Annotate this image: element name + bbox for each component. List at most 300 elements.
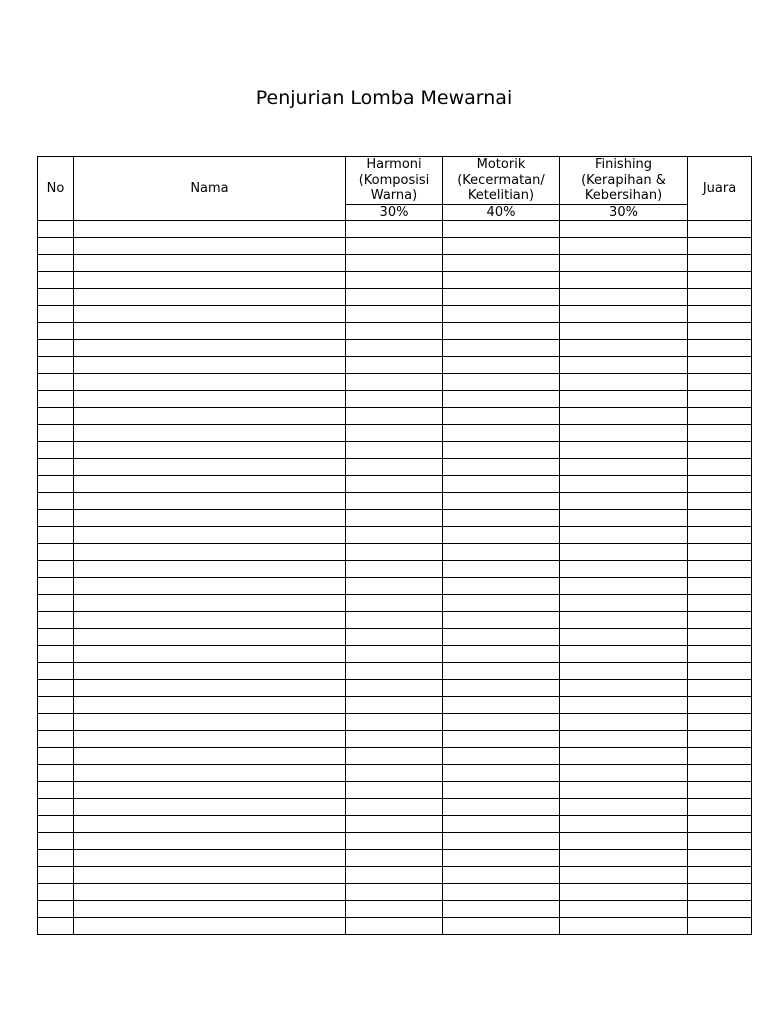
cell-harmoni — [346, 747, 443, 764]
cell-nama — [74, 271, 346, 288]
cell-harmoni — [346, 781, 443, 798]
table-row — [38, 696, 752, 713]
cell-motorik — [443, 730, 560, 747]
header-harmoni-line1: Harmoni — [366, 157, 422, 172]
cell-harmoni — [346, 288, 443, 305]
cell-finishing — [560, 679, 688, 696]
cell-harmoni — [346, 492, 443, 509]
cell-finishing — [560, 815, 688, 832]
cell-nama — [74, 322, 346, 339]
cell-motorik — [443, 849, 560, 866]
cell-juara — [688, 509, 752, 526]
cell-no — [38, 322, 74, 339]
header-juara: Juara — [688, 157, 752, 221]
cell-harmoni — [346, 560, 443, 577]
cell-motorik — [443, 764, 560, 781]
cell-motorik — [443, 560, 560, 577]
table-row — [38, 798, 752, 815]
cell-motorik — [443, 237, 560, 254]
cell-harmoni — [346, 679, 443, 696]
cell-finishing — [560, 220, 688, 237]
table-row — [38, 560, 752, 577]
cell-finishing — [560, 390, 688, 407]
cell-motorik — [443, 883, 560, 900]
cell-juara — [688, 288, 752, 305]
cell-finishing — [560, 458, 688, 475]
cell-juara — [688, 305, 752, 322]
cell-nama — [74, 458, 346, 475]
cell-harmoni — [346, 373, 443, 390]
table-row — [38, 526, 752, 543]
cell-harmoni — [346, 611, 443, 628]
cell-juara — [688, 849, 752, 866]
cell-juara — [688, 696, 752, 713]
cell-nama — [74, 509, 346, 526]
cell-juara — [688, 883, 752, 900]
cell-juara — [688, 560, 752, 577]
cell-motorik — [443, 628, 560, 645]
cell-motorik — [443, 475, 560, 492]
cell-motorik — [443, 373, 560, 390]
cell-motorik — [443, 254, 560, 271]
cell-nama — [74, 526, 346, 543]
cell-no — [38, 288, 74, 305]
cell-harmoni — [346, 866, 443, 883]
cell-finishing — [560, 322, 688, 339]
table-row — [38, 900, 752, 917]
cell-harmoni — [346, 339, 443, 356]
cell-motorik — [443, 390, 560, 407]
cell-harmoni — [346, 645, 443, 662]
cell-juara — [688, 441, 752, 458]
cell-juara — [688, 730, 752, 747]
header-finishing-line2: (Kerapihan & — [581, 172, 666, 188]
cell-juara — [688, 322, 752, 339]
cell-motorik — [443, 543, 560, 560]
cell-nama — [74, 747, 346, 764]
cell-juara — [688, 679, 752, 696]
cell-motorik — [443, 407, 560, 424]
cell-no — [38, 798, 74, 815]
cell-nama — [74, 237, 346, 254]
table-row — [38, 305, 752, 322]
cell-no — [38, 475, 74, 492]
cell-finishing — [560, 254, 688, 271]
table-row — [38, 492, 752, 509]
cell-finishing — [560, 849, 688, 866]
table-row — [38, 254, 752, 271]
cell-no — [38, 220, 74, 237]
cell-no — [38, 713, 74, 730]
cell-nama — [74, 390, 346, 407]
cell-nama — [74, 713, 346, 730]
cell-no — [38, 628, 74, 645]
cell-nama — [74, 424, 346, 441]
cell-nama — [74, 577, 346, 594]
table-row — [38, 458, 752, 475]
cell-no — [38, 730, 74, 747]
cell-juara — [688, 917, 752, 934]
cell-no — [38, 747, 74, 764]
cell-finishing — [560, 543, 688, 560]
cell-no — [38, 832, 74, 849]
cell-motorik — [443, 492, 560, 509]
cell-juara — [688, 594, 752, 611]
cell-no — [38, 543, 74, 560]
table-row — [38, 628, 752, 645]
cell-harmoni — [346, 713, 443, 730]
cell-harmoni — [346, 441, 443, 458]
cell-nama — [74, 832, 346, 849]
cell-motorik — [443, 509, 560, 526]
cell-motorik — [443, 594, 560, 611]
cell-juara — [688, 475, 752, 492]
cell-juara — [688, 424, 752, 441]
weight-finishing: 30% — [560, 204, 688, 220]
cell-no — [38, 577, 74, 594]
cell-nama — [74, 407, 346, 424]
cell-nama — [74, 305, 346, 322]
cell-nama — [74, 373, 346, 390]
cell-nama — [74, 356, 346, 373]
cell-motorik — [443, 781, 560, 798]
cell-juara — [688, 458, 752, 475]
cell-no — [38, 526, 74, 543]
cell-finishing — [560, 441, 688, 458]
cell-harmoni — [346, 832, 443, 849]
table-row — [38, 730, 752, 747]
cell-nama — [74, 475, 346, 492]
cell-harmoni — [346, 220, 443, 237]
cell-motorik — [443, 815, 560, 832]
cell-harmoni — [346, 917, 443, 934]
cell-nama — [74, 696, 346, 713]
cell-harmoni — [346, 577, 443, 594]
cell-finishing — [560, 407, 688, 424]
cell-motorik — [443, 900, 560, 917]
cell-no — [38, 815, 74, 832]
cell-nama — [74, 866, 346, 883]
cell-no — [38, 373, 74, 390]
cell-nama — [74, 645, 346, 662]
cell-no — [38, 900, 74, 917]
cell-juara — [688, 900, 752, 917]
cell-finishing — [560, 883, 688, 900]
cell-harmoni — [346, 458, 443, 475]
cell-harmoni — [346, 798, 443, 815]
cell-nama — [74, 594, 346, 611]
cell-harmoni — [346, 815, 443, 832]
cell-finishing — [560, 611, 688, 628]
table-row — [38, 237, 752, 254]
cell-finishing — [560, 832, 688, 849]
cell-juara — [688, 390, 752, 407]
table-row — [38, 611, 752, 628]
cell-nama — [74, 849, 346, 866]
cell-no — [38, 849, 74, 866]
cell-no — [38, 696, 74, 713]
table-row — [38, 883, 752, 900]
cell-juara — [688, 832, 752, 849]
cell-finishing — [560, 373, 688, 390]
cell-nama — [74, 679, 346, 696]
cell-juara — [688, 611, 752, 628]
table-row — [38, 679, 752, 696]
cell-harmoni — [346, 475, 443, 492]
cell-nama — [74, 339, 346, 356]
cell-juara — [688, 781, 752, 798]
cell-nama — [74, 441, 346, 458]
cell-no — [38, 866, 74, 883]
cell-juara — [688, 798, 752, 815]
cell-nama — [74, 815, 346, 832]
cell-nama — [74, 220, 346, 237]
cell-no — [38, 764, 74, 781]
cell-harmoni — [346, 849, 443, 866]
table-row — [38, 271, 752, 288]
cell-harmoni — [346, 237, 443, 254]
cell-finishing — [560, 900, 688, 917]
header-finishing-line1: Finishing — [594, 157, 653, 172]
cell-no — [38, 339, 74, 356]
cell-juara — [688, 713, 752, 730]
cell-finishing — [560, 271, 688, 288]
cell-juara — [688, 662, 752, 679]
table-row — [38, 288, 752, 305]
header-motorik — [443, 157, 560, 205]
cell-juara — [688, 543, 752, 560]
header-harmoni-line2: (Komposisi — [358, 172, 430, 188]
cell-motorik — [443, 917, 560, 934]
cell-harmoni — [346, 764, 443, 781]
cell-finishing — [560, 662, 688, 679]
cell-no — [38, 407, 74, 424]
table-row — [38, 509, 752, 526]
table-row — [38, 390, 752, 407]
cell-juara — [688, 271, 752, 288]
cell-motorik — [443, 339, 560, 356]
cell-nama — [74, 543, 346, 560]
cell-harmoni — [346, 254, 443, 271]
cell-juara — [688, 747, 752, 764]
cell-no — [38, 424, 74, 441]
cell-finishing — [560, 288, 688, 305]
cell-motorik — [443, 288, 560, 305]
cell-no — [38, 356, 74, 373]
cell-motorik — [443, 679, 560, 696]
table-row — [38, 424, 752, 441]
cell-finishing — [560, 526, 688, 543]
cell-finishing — [560, 492, 688, 509]
cell-juara — [688, 220, 752, 237]
header-motorik-line1: Motorik — [476, 157, 526, 172]
header-no: No — [38, 157, 74, 221]
header-finishing — [560, 157, 688, 205]
cell-nama — [74, 628, 346, 645]
header-nama: Nama — [74, 157, 346, 221]
header-harmoni — [346, 157, 443, 205]
cell-no — [38, 560, 74, 577]
cell-finishing — [560, 475, 688, 492]
cell-nama — [74, 883, 346, 900]
table-row — [38, 475, 752, 492]
cell-harmoni — [346, 628, 443, 645]
cell-motorik — [443, 713, 560, 730]
cell-finishing — [560, 339, 688, 356]
cell-harmoni — [346, 356, 443, 373]
cell-juara — [688, 373, 752, 390]
table-row — [38, 220, 752, 237]
cell-no — [38, 662, 74, 679]
cell-harmoni — [346, 407, 443, 424]
cell-nama — [74, 900, 346, 917]
cell-harmoni — [346, 696, 443, 713]
weight-motorik: 40% — [443, 204, 560, 220]
cell-no — [38, 458, 74, 475]
cell-finishing — [560, 628, 688, 645]
table-row — [38, 747, 752, 764]
cell-finishing — [560, 424, 688, 441]
cell-no — [38, 254, 74, 271]
table-row — [38, 356, 752, 373]
cell-nama — [74, 764, 346, 781]
cell-harmoni — [346, 322, 443, 339]
cell-finishing — [560, 696, 688, 713]
table-row — [38, 322, 752, 339]
cell-no — [38, 390, 74, 407]
table-row — [38, 713, 752, 730]
cell-nama — [74, 560, 346, 577]
table-body — [38, 220, 752, 934]
cell-no — [38, 305, 74, 322]
cell-no — [38, 645, 74, 662]
cell-harmoni — [346, 509, 443, 526]
cell-juara — [688, 577, 752, 594]
cell-juara — [688, 815, 752, 832]
cell-finishing — [560, 237, 688, 254]
cell-juara — [688, 866, 752, 883]
cell-motorik — [443, 832, 560, 849]
table-row — [38, 764, 752, 781]
cell-motorik — [443, 441, 560, 458]
table-row — [38, 781, 752, 798]
cell-nama — [74, 611, 346, 628]
table-row — [38, 543, 752, 560]
cell-no — [38, 509, 74, 526]
cell-motorik — [443, 458, 560, 475]
cell-juara — [688, 254, 752, 271]
cell-no — [38, 679, 74, 696]
cell-finishing — [560, 917, 688, 934]
cell-finishing — [560, 798, 688, 815]
cell-nama — [74, 781, 346, 798]
cell-motorik — [443, 220, 560, 237]
judging-table — [37, 156, 752, 935]
cell-motorik — [443, 577, 560, 594]
cell-harmoni — [346, 424, 443, 441]
cell-harmoni — [346, 662, 443, 679]
cell-harmoni — [346, 900, 443, 917]
table-row — [38, 662, 752, 679]
cell-juara — [688, 407, 752, 424]
document-title: Penjurian Lomba Mewarnai — [255, 87, 513, 109]
cell-finishing — [560, 509, 688, 526]
cell-finishing — [560, 713, 688, 730]
table-row — [38, 577, 752, 594]
cell-finishing — [560, 781, 688, 798]
cell-nama — [74, 492, 346, 509]
cell-finishing — [560, 747, 688, 764]
cell-juara — [688, 628, 752, 645]
cell-no — [38, 781, 74, 798]
header-harmoni-line3: Warna) — [370, 188, 418, 203]
cell-juara — [688, 526, 752, 543]
cell-motorik — [443, 611, 560, 628]
cell-finishing — [560, 730, 688, 747]
table-header — [38, 157, 752, 221]
cell-no — [38, 237, 74, 254]
cell-motorik — [443, 662, 560, 679]
cell-motorik — [443, 747, 560, 764]
table-row — [38, 917, 752, 934]
header-finishing-line3: Kebersihan) — [584, 188, 663, 203]
cell-finishing — [560, 866, 688, 883]
cell-motorik — [443, 356, 560, 373]
cell-no — [38, 441, 74, 458]
cell-motorik — [443, 271, 560, 288]
table-row — [38, 407, 752, 424]
table-row — [38, 645, 752, 662]
cell-motorik — [443, 696, 560, 713]
cell-no — [38, 594, 74, 611]
cell-no — [38, 611, 74, 628]
cell-harmoni — [346, 390, 443, 407]
cell-harmoni — [346, 883, 443, 900]
cell-motorik — [443, 798, 560, 815]
cell-finishing — [560, 305, 688, 322]
header-motorik-line3: Ketelitian) — [467, 188, 535, 203]
table-row — [38, 594, 752, 611]
cell-finishing — [560, 764, 688, 781]
cell-motorik — [443, 526, 560, 543]
cell-harmoni — [346, 526, 443, 543]
cell-nama — [74, 662, 346, 679]
cell-no — [38, 271, 74, 288]
cell-juara — [688, 339, 752, 356]
cell-nama — [74, 917, 346, 934]
cell-nama — [74, 730, 346, 747]
table-row — [38, 832, 752, 849]
cell-harmoni — [346, 543, 443, 560]
cell-nama — [74, 254, 346, 271]
cell-motorik — [443, 866, 560, 883]
cell-finishing — [560, 356, 688, 373]
cell-nama — [74, 798, 346, 815]
cell-finishing — [560, 577, 688, 594]
cell-finishing — [560, 560, 688, 577]
cell-juara — [688, 356, 752, 373]
cell-harmoni — [346, 594, 443, 611]
cell-juara — [688, 645, 752, 662]
cell-harmoni — [346, 305, 443, 322]
cell-harmoni — [346, 271, 443, 288]
cell-juara — [688, 237, 752, 254]
table-row — [38, 373, 752, 390]
cell-motorik — [443, 305, 560, 322]
header-motorik-line2: (Kecermatan/ — [457, 172, 545, 188]
cell-no — [38, 883, 74, 900]
cell-finishing — [560, 594, 688, 611]
